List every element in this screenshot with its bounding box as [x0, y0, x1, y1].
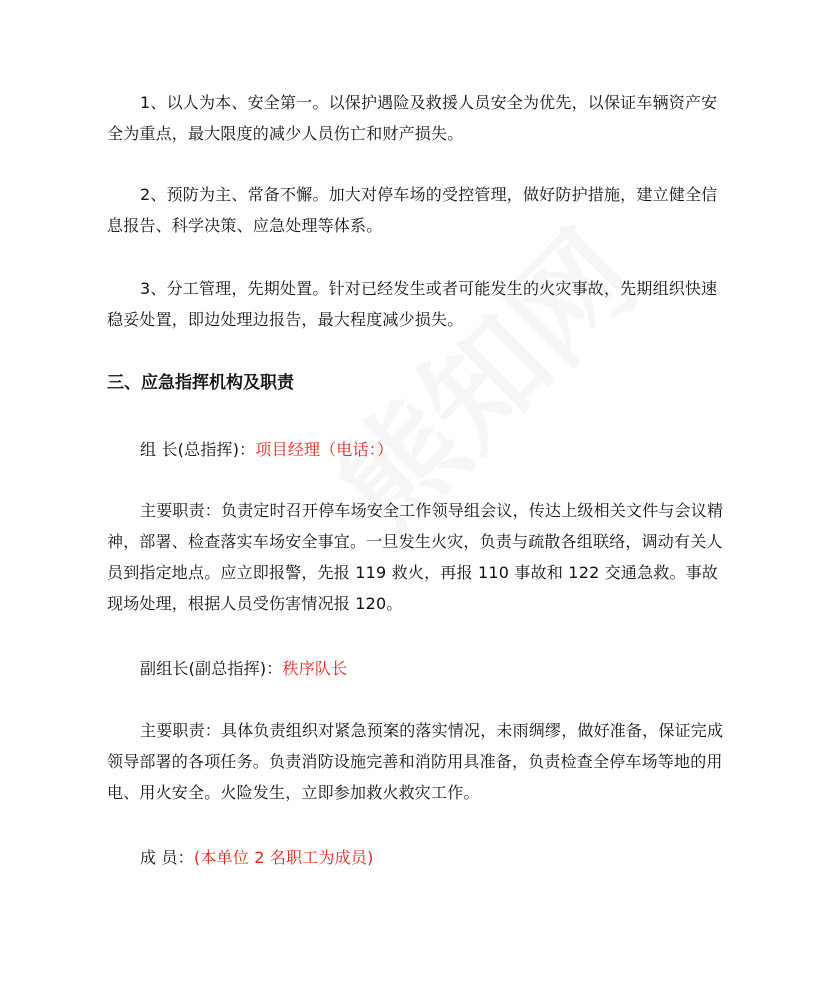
deputy-duties: 主要职责：具体负责组织对紧急预案的落实情况，未雨绸缪，做好准备，保证完成领导部署的各项任务。负责消防设施完善和消防用具准备，负责检查全停车场等地的用电、用火安全。火险发生，立即参加救火救灾工作。 [107, 721, 724, 802]
members-label: 成 员： [140, 848, 194, 867]
members-line [107, 842, 727, 873]
deputy-label: 副组长(副总指挥)： [140, 659, 283, 678]
leader-line [107, 434, 727, 465]
principle-2: 2、预防为主、常备不懈。加大对停车场的受控管理，做好防护措施，建立健全信息报告、科学决策、应急处理等体系。 [107, 185, 718, 235]
principle-1: 1、以人为本、安全第一。以保护遇险及救援人员安全为优先，以保证车辆资产安全为重点，最大限度的减少人员伤亡和财产损失。 [107, 93, 718, 143]
deputy-line [107, 653, 727, 684]
leader-label: 组 长(总指挥)： [140, 440, 256, 459]
principle-3: 3、分工管理，先期处置。针对已经发生或者可能发生的火灾事故，先期组织快速稳妥处置，即边处理边报告，最大程度减少损失。 [107, 279, 718, 329]
leader-duties: 主要职责：负责定时召开停车场安全工作领导组会议，传达上级相关文件与会议精神，部署、检查落实车场安全事宜。一旦发生火灾，负责与疏散各组联络，调动有关人员到指定地点。应立即报警，先报 119 救火，再报 110 事故和 122 交通急救。事故现场处理，根据人员受伤害情况报 120。 [107, 501, 724, 613]
leader-value: 项目经理（电话：） [255, 440, 394, 459]
deputy-value: 秩序队长 [282, 659, 348, 678]
members-value: (本单位 2 名职工为成员) [193, 848, 374, 867]
section-heading: 三、应急指挥机构及职责 [107, 373, 294, 393]
